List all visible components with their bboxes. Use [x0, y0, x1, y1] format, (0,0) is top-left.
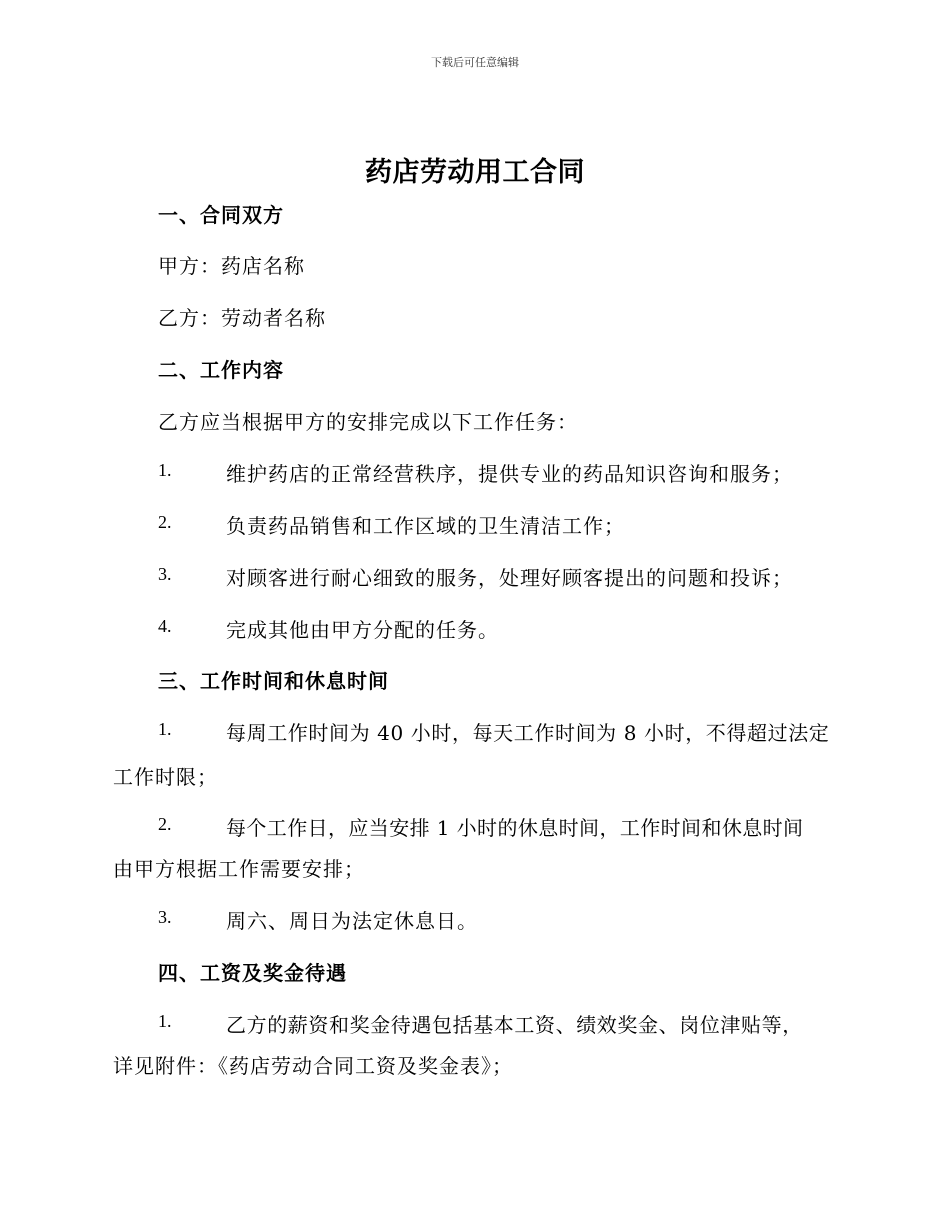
list-item-continuation: 由甲方根据工作需要安排； — [113, 857, 365, 881]
list-item-text: 乙方的薪资和奖金待遇包括基本工资、绩效奖金、岗位津贴等， — [226, 1013, 803, 1037]
list-item-text: 维护药店的正常经营秩序，提供专业的药品知识咨询和服务； — [226, 462, 793, 486]
section-heading-work-content: 二、工作内容 — [158, 358, 284, 382]
section-heading-salary: 四、工资及奖金待遇 — [158, 961, 347, 985]
list-item-text: 每个工作日，应当安排 1 小时的休息时间，工作时间和休息时间 — [226, 816, 804, 840]
party-a-line: 甲方：药店名称 — [158, 254, 305, 278]
document-title: 药店劳动用工合同 — [365, 157, 585, 188]
list-item-number: 2. — [158, 814, 172, 834]
list-item-number: 1. — [158, 1011, 172, 1031]
list-item-text: 完成其他由甲方分配的任务。 — [226, 618, 499, 642]
party-b-line: 乙方：劳动者名称 — [158, 306, 326, 330]
list-item-number: 1. — [158, 460, 172, 480]
list-item-number: 3. — [158, 907, 172, 927]
section-heading-parties: 一、合同双方 — [158, 203, 284, 227]
section-heading-working-hours: 三、工作时间和休息时间 — [158, 669, 389, 693]
list-item-continuation: 工作时限； — [113, 765, 218, 789]
list-item-text: 每周工作时间为 40 小时，每天工作时间为 8 小时，不得超过法定 — [226, 721, 830, 745]
list-item-text: 对顾客进行耐心细致的服务，处理好顾客提出的问题和投诉； — [226, 566, 793, 590]
list-item-continuation: 详见附件：《药店劳动合同工资及奖金表》； — [113, 1054, 513, 1078]
list-item-text: 负责药品销售和工作区域的卫生清洁工作； — [226, 514, 625, 538]
list-item-text: 周六、周日为法定休息日。 — [226, 909, 478, 933]
list-item-number: 3. — [158, 564, 172, 584]
list-item-number: 2. — [158, 512, 172, 532]
list-item-number: 4. — [158, 616, 172, 636]
work-content-intro: 乙方应当根据甲方的安排完成以下工作任务： — [158, 410, 578, 434]
header-note: 下载后可任意编辑 — [431, 56, 519, 69]
list-item-number: 1. — [158, 719, 172, 739]
